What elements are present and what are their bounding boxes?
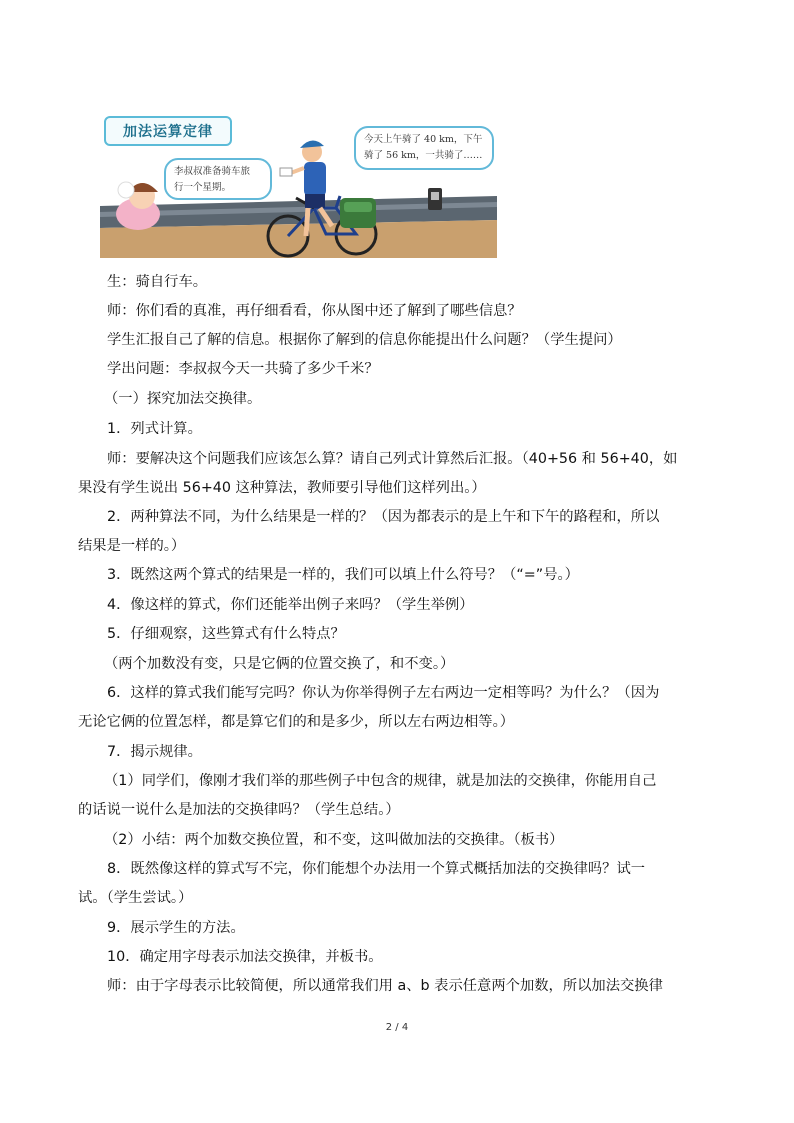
text-line: 5．仔细观察，这些算式有什么特点？	[107, 626, 345, 642]
text-line: 无论它俩的位置怎样，都是算它们的和是多少，所以左右两边相等。）	[78, 714, 515, 730]
section-title-badge: 加法运算定律	[104, 116, 232, 146]
page-number: 2 / 4	[385, 1022, 409, 1033]
speech-bubble-rider	[354, 126, 494, 170]
text-line: 10．确定用字母表示加法交换律，并板书。	[107, 949, 383, 965]
text-line: 师：由于字母表示比较简便，所以通常我们用 a、b 表示任意两个加数，所以加法交换律	[107, 978, 663, 994]
text-line: 9．展示学生的方法。	[107, 920, 245, 936]
text-line: 1．列式计算。	[107, 421, 202, 437]
text-line: 学出问题：李叔叔今天一共骑了多少千米？	[107, 361, 379, 377]
bubble-girl-line-1: 李叔叔准备骑车旅	[174, 166, 251, 177]
text-line: 结果是一样的。）	[78, 538, 186, 554]
speech-bubble-girl	[164, 158, 272, 200]
text-line: 果没有学生说出 56+40 这种算法，教师要引导他们这样列出。）	[78, 480, 486, 496]
text-line: （一）探究加法交换律。	[104, 391, 262, 407]
text-line: （1）同学们，像刚才我们举的那些例子中包含的规律，就是加法的交换律，你能用自己	[104, 773, 657, 789]
text-line: 4．像这样的算式，你们还能举出例子来吗？（学生举例）	[107, 597, 474, 613]
text-line: 的话说一说什么是加法的交换律吗？（学生总结。）	[78, 802, 400, 818]
text-line: 试。（学生尝试。）	[78, 890, 193, 906]
bubble-rider-line-2: 骑了 56 km，一共骑了……	[364, 150, 483, 161]
text-line: 师：要解决这个问题我们应该怎么算？请自己列式计算然后汇报。（40+56 和 56+40，如	[107, 451, 678, 467]
text-line: （两个加数没有变，只是它俩的位置交换了，和不变。）	[104, 656, 455, 672]
text-line: 2．两种算法不同，为什么结果是一样的？（因为都表示的是上午和下午的路程和，所以	[107, 509, 660, 525]
text-line: 7．揭示规律。	[107, 744, 202, 760]
text-line: 6．这样的算式我们能写完吗？你认为你举得例子左右两边一定相等吗？为什么？（因为	[107, 685, 660, 701]
bubble-girl-line-2: 行一个星期。	[174, 182, 232, 193]
text-line: 8．既然像这样的算式写不完，你们能想个办法用一个算式概括加法的交换律吗？试一	[107, 861, 646, 877]
bubble-rider-line-1: 今天上午骑了 40 km，下午	[364, 134, 483, 145]
text-line: 学生汇报自己了解的信息。根据你了解到的信息你能提出什么问题？（学生提问）	[107, 332, 622, 348]
text-line: 3．既然这两个算式的结果是一样的，我们可以填上什么符号？（“=”号。）	[107, 567, 579, 583]
text-line: （2）小结：两个加数交换位置，和不变，这叫做加法的交换律。（板书）	[104, 832, 564, 848]
bicycle-illustration	[100, 108, 497, 258]
text-line: 师：你们看的真准，再仔细看看，你从图中还了解到了哪些信息？	[107, 303, 522, 319]
text-line: 生：骑自行车。	[107, 274, 208, 290]
